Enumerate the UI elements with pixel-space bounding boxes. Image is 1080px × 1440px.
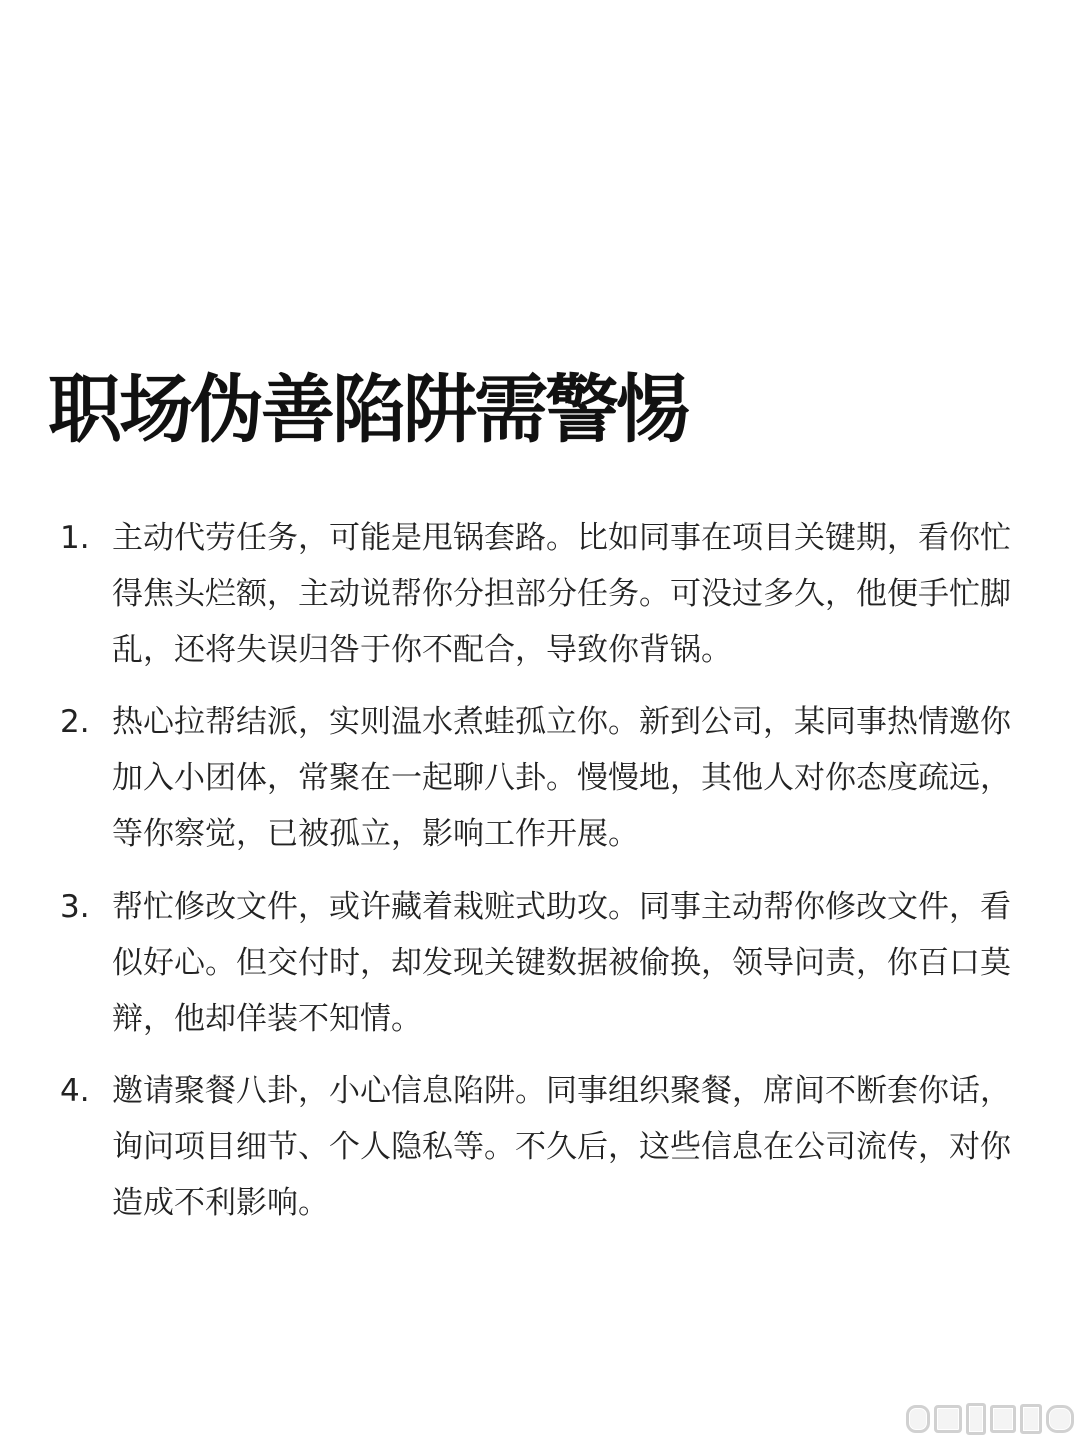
list-item-text: 帮忙修改文件，或许藏着栽赃式助攻。同事主动帮你修改文件，看似好心。但交付时，却发现关键数据被偷换，领导问责，你百口莫辩，他却佯装不知情。 [112,889,1011,1037]
list-item-number: 1. [60,520,90,556]
list-item-number: 3. [60,889,90,925]
page-title: 职场伪善陷阱需警惕 [48,367,687,453]
watermark-glyph-icon [1046,1405,1074,1433]
list-item-number: 4. [60,1073,90,1109]
watermark-glyph-icon [966,1403,986,1435]
watermark-glyph-icon [990,1405,1016,1433]
list-item-text: 邀请聚餐八卦，小心信息陷阱。同事组织聚餐，席间不断套你话，询问项目细节、个人隐私等。不久后，这些信息在公司流传，对你造成不利影响。 [112,1073,1011,1221]
platform-watermark-logo-icon [906,1402,1074,1436]
watermark-glyph-icon [1020,1404,1042,1434]
list-item-number: 2. [60,704,90,740]
list-item-text: 主动代劳任务，可能是甩锅套路。比如同事在项目关键期，看你忙得焦头烂额，主动说帮你分担部分任务。可没过多久，他便手忙脚乱，还将失误归咎于你不配合，导致你背锅。 [112,520,1011,668]
watermark-glyph-icon [906,1405,930,1433]
list-item-text: 热心拉帮结派，实则温水煮蛙孤立你。新到公司，某同事热情邀你加入小团体，常聚在一起聊八卦。慢慢地，其他人对你态度疏远，等你察觉，已被孤立，影响工作开展。 [112,704,1011,852]
watermark-glyph-icon [934,1405,962,1433]
